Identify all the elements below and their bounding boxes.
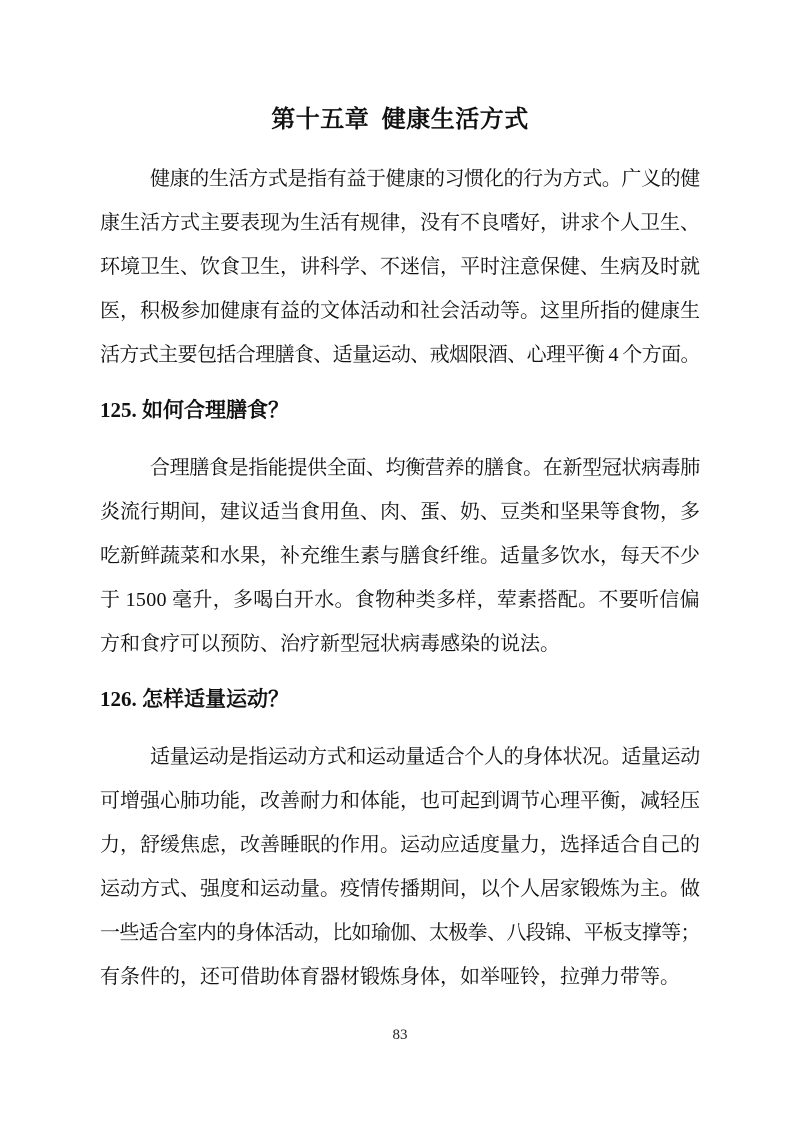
question-heading: 125. 如何合理膳食？ <box>100 398 289 422</box>
paragraph <box>100 157 700 377</box>
paragraph <box>100 446 700 666</box>
paragraph-line: 健康的生活方式是指有益于健康的习惯化的行为方式。广义的健 <box>150 168 700 190</box>
paragraph-line: 吃新鲜蔬菜和水果，补充维生素与膳食纤维。适量多饮水，每天不少 <box>100 545 700 567</box>
paragraph <box>100 735 700 999</box>
document-body <box>100 157 700 999</box>
paragraph-line: 力，舒缓焦虑，改善睡眠的作用。运动应适度量力，选择适合自己的 <box>100 834 700 856</box>
paragraph-line: 医，积极参加健康有益的文体活动和社会活动等。这里所指的健康生 <box>100 300 700 322</box>
paragraph-line: 活方式主要包括合理膳食、适量运动、戒烟限酒、心理平衡 4 个方面。 <box>100 344 700 366</box>
paragraph-line: 适量运动是指运动方式和运动量适合个人的身体状况。适量运动 <box>150 746 700 768</box>
chapter-title: 第十五章 健康生活方式 <box>271 107 529 133</box>
paragraph-line: 方和食疗可以预防、治疗新型冠状病毒感染的说法。 <box>100 633 560 655</box>
paragraph-line: 可增强心肺功能，改善耐力和体能，也可起到调节心理平衡，减轻压 <box>100 790 700 812</box>
paragraph-line: 康生活方式主要表现为生活有规律，没有不良嗜好，讲求个人卫生、 <box>100 212 700 234</box>
page-number: 83 <box>392 1027 408 1043</box>
paragraph-line: 一些适合室内的身体活动，比如瑜伽、太极拳、八段锦、平板支撑等； <box>100 922 700 944</box>
question-heading: 126. 怎样适量运动？ <box>100 687 289 711</box>
paragraph-line: 于 1500 毫升，多喝白开水。食物种类多样，荤素搭配。不要听信偏 <box>100 589 700 611</box>
paragraph-line: 有条件的，还可借助体育器材锻炼身体，如举哑铃，拉弹力带等。 <box>100 966 680 988</box>
paragraph-line: 运动方式、强度和运动量。疫情传播期间，以个人居家锻炼为主。做 <box>100 878 700 900</box>
paragraph-line: 炎流行期间，建议适当食用鱼、肉、蛋、奶、豆类和坚果等食物，多 <box>100 501 700 523</box>
paragraph-line: 环境卫生、饮食卫生，讲科学、不迷信，平时注意保健、生病及时就 <box>100 256 700 278</box>
paragraph-line: 合理膳食是指能提供全面、均衡营养的膳食。在新型冠状病毒肺 <box>150 457 700 479</box>
